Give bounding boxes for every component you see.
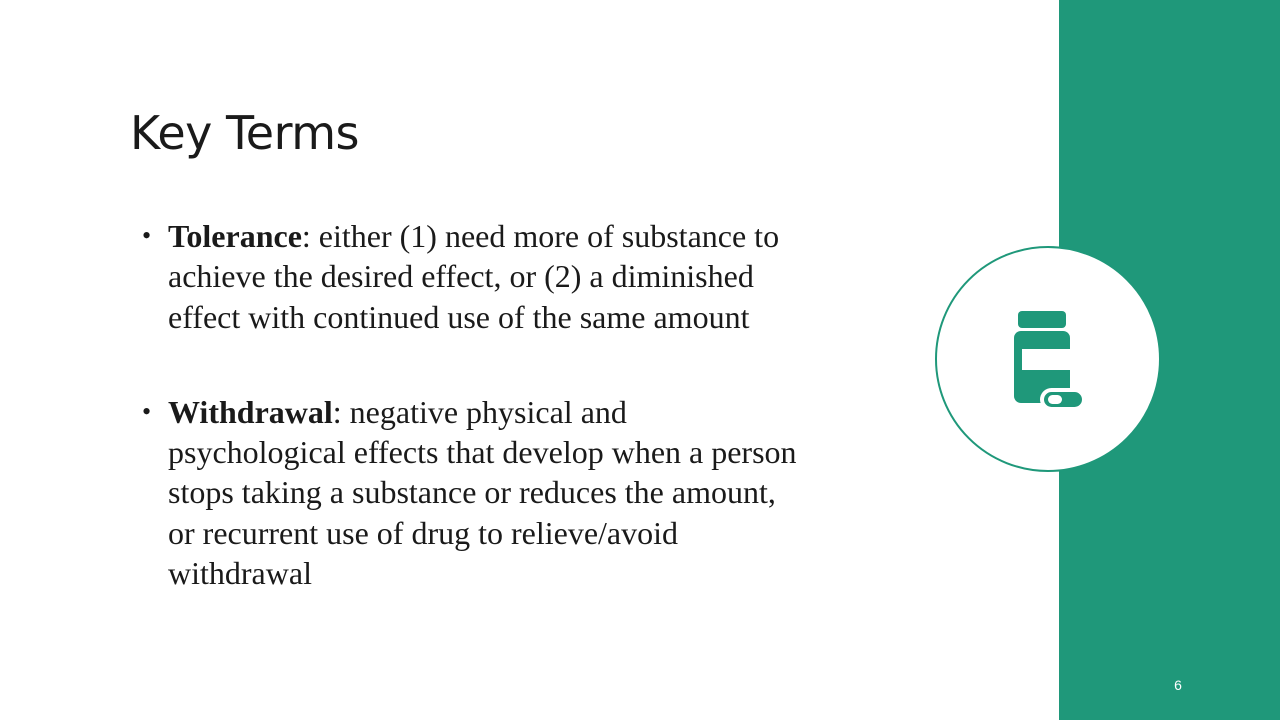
icon-circle — [935, 246, 1161, 472]
page-number: 6 — [1174, 677, 1182, 693]
bullet-item-withdrawal — [140, 392, 800, 593]
bullet-list — [140, 216, 800, 593]
slide-title: Key Terms — [130, 106, 359, 160]
term-label: Withdrawal — [168, 393, 333, 430]
term-label: Tolerance — [168, 218, 302, 254]
term-definition: : either (1) need more of substance to achieve the desired effect, or (2) a diminished effect with continued use of the same amount — [168, 218, 780, 335]
pill-bottle-icon — [1014, 311, 1086, 411]
bullet-dot-icon: • — [142, 396, 152, 426]
bullet-item-tolerance — [140, 216, 800, 337]
term-definition: : negative physical and psychological effects that develop when a person stops taking a substance or reduces the amount, or recurrent use of drug to relieve/avoid withdrawal — [168, 393, 797, 592]
bullet-dot-icon: • — [142, 221, 152, 250]
